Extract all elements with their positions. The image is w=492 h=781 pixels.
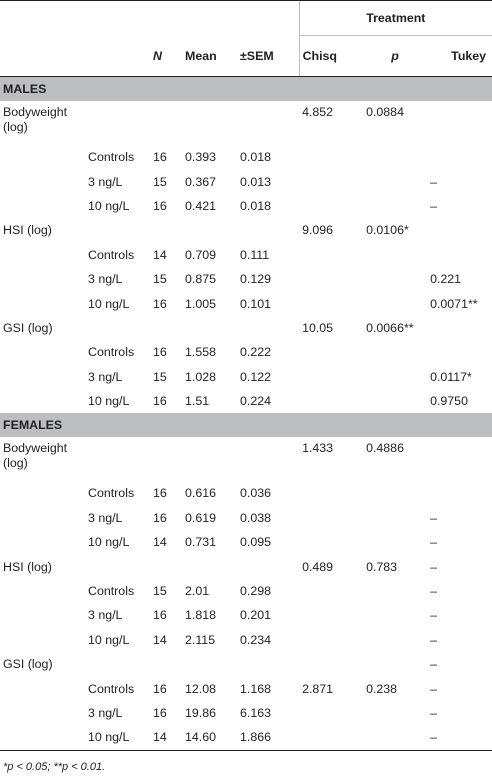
chisq-value: 10.05 bbox=[302, 320, 334, 335]
tukey-value bbox=[427, 316, 492, 340]
empty-cell bbox=[85, 218, 150, 242]
tukey-value: – bbox=[430, 174, 437, 189]
empty-cell bbox=[237, 437, 299, 481]
group-name: 3 ng/L bbox=[88, 369, 123, 384]
variable-label: Bodyweight (log) bbox=[3, 105, 68, 134]
mean-value: 2.115 bbox=[185, 632, 216, 647]
group-name: 10 ng/L bbox=[88, 632, 130, 647]
p-value bbox=[363, 652, 427, 676]
section-title: MALES bbox=[0, 77, 492, 102]
variable-row bbox=[0, 101, 492, 145]
p-value bbox=[363, 701, 427, 725]
chisq-value bbox=[299, 530, 363, 554]
sem-value: 0.018 bbox=[240, 198, 272, 213]
mean-value: 0.875 bbox=[185, 272, 217, 287]
table-row bbox=[0, 676, 492, 700]
n-value: 16 bbox=[153, 345, 167, 360]
tukey-value: 0.9750 bbox=[430, 394, 468, 409]
group-name: 3 ng/L bbox=[88, 272, 123, 287]
section-header-row bbox=[0, 413, 492, 437]
section-title: FEMALES bbox=[0, 413, 492, 437]
mean-value: 0.731 bbox=[185, 535, 217, 550]
tukey-value: – bbox=[430, 632, 437, 647]
group-name: 3 ng/L bbox=[88, 706, 123, 720]
sem-value: 6.163 bbox=[240, 706, 272, 720]
empty-cell bbox=[237, 218, 299, 242]
tukey-value bbox=[427, 481, 492, 505]
n-value: 14 bbox=[153, 247, 167, 262]
variable-label: HSI (log) bbox=[3, 223, 52, 238]
sem-value: 0.298 bbox=[240, 584, 272, 599]
p-value: 0.0106* bbox=[366, 223, 409, 238]
table-row bbox=[0, 365, 492, 389]
chisq-value bbox=[299, 365, 363, 389]
sem-value: 1.168 bbox=[240, 681, 272, 696]
sem-value: 0.095 bbox=[240, 535, 272, 550]
tukey-value: – bbox=[430, 198, 437, 213]
p-value bbox=[363, 267, 427, 291]
group-name: 3 ng/L bbox=[88, 510, 123, 525]
p-value bbox=[363, 725, 427, 750]
chisq-value bbox=[299, 340, 363, 364]
tukey-value: – bbox=[430, 535, 437, 550]
empty-cell bbox=[150, 437, 182, 481]
tukey-value: – bbox=[430, 608, 437, 623]
tukey-value: – bbox=[430, 584, 437, 599]
column-header-mean: Mean bbox=[182, 36, 237, 77]
tukey-value bbox=[427, 437, 492, 481]
group-name: Controls bbox=[88, 247, 135, 262]
empty-cell bbox=[0, 145, 85, 169]
sem-value: 0.111 bbox=[240, 247, 270, 262]
p-value bbox=[363, 243, 427, 267]
tukey-value: – bbox=[430, 657, 437, 672]
empty-cell bbox=[182, 101, 237, 145]
empty-cell bbox=[0, 194, 85, 218]
sem-value: 0.122 bbox=[240, 369, 272, 384]
empty-cell bbox=[85, 652, 150, 676]
tukey-value bbox=[427, 243, 492, 267]
table-body bbox=[0, 77, 492, 751]
tukey-value bbox=[427, 218, 492, 242]
chisq-value bbox=[299, 243, 363, 267]
mean-value: 2.01 bbox=[185, 584, 210, 599]
group-name: Controls bbox=[88, 150, 135, 165]
tukey-value: – bbox=[430, 706, 437, 720]
n-value: 14 bbox=[153, 632, 167, 647]
empty-cell bbox=[237, 652, 299, 676]
p-value bbox=[363, 169, 427, 193]
empty-cell bbox=[85, 554, 150, 578]
sem-value: 0.036 bbox=[240, 486, 272, 501]
p-value bbox=[363, 481, 427, 505]
chisq-value: 9.096 bbox=[302, 223, 334, 238]
n-value: 16 bbox=[153, 608, 167, 623]
table-row bbox=[0, 145, 492, 169]
sem-value: 0.224 bbox=[240, 394, 272, 409]
footnote: *p < 0.05; **p < 0.01. bbox=[3, 761, 106, 773]
n-value: 16 bbox=[153, 150, 167, 165]
mean-value: 1.51 bbox=[185, 394, 210, 409]
mean-value: 1.818 bbox=[185, 608, 217, 623]
table-row bbox=[0, 579, 492, 603]
empty-cell bbox=[182, 437, 237, 481]
empty-cell bbox=[237, 554, 299, 578]
empty-cell bbox=[150, 316, 182, 340]
group-name: 10 ng/L bbox=[85, 725, 150, 750]
variable-row bbox=[0, 316, 492, 340]
sem-value: 0.101 bbox=[240, 296, 272, 311]
tukey-value: – bbox=[430, 559, 437, 574]
mean-value: 0.367 bbox=[185, 174, 217, 189]
group-name: 10 ng/L bbox=[88, 296, 130, 311]
chisq-value bbox=[299, 169, 363, 193]
p-value bbox=[363, 530, 427, 554]
n-value: 16 bbox=[153, 296, 167, 311]
empty-cell bbox=[0, 530, 85, 554]
header-row-treatment bbox=[0, 1, 492, 36]
empty-cell bbox=[0, 481, 85, 505]
chisq-value bbox=[299, 389, 363, 413]
p-value: 0.0066** bbox=[366, 320, 414, 335]
tukey-value bbox=[427, 101, 492, 145]
chisq-value bbox=[299, 603, 363, 627]
header-row-columns bbox=[0, 36, 492, 77]
column-header-p: p bbox=[363, 36, 427, 77]
empty-cell bbox=[150, 218, 182, 242]
mean-value: 1.028 bbox=[185, 369, 217, 384]
group-name: 10 ng/L bbox=[88, 198, 130, 213]
empty-cell bbox=[85, 316, 150, 340]
p-value bbox=[363, 628, 427, 652]
chisq-value: 4.852 bbox=[302, 105, 334, 119]
group-name: Controls bbox=[88, 345, 135, 360]
tukey-value: 0.221 bbox=[430, 272, 462, 287]
section-header-row bbox=[0, 77, 492, 102]
variable-row bbox=[0, 218, 492, 242]
group-name: Controls bbox=[88, 584, 135, 599]
empty-cell bbox=[85, 101, 150, 145]
mean-value: 0.709 bbox=[185, 247, 217, 262]
empty-cell bbox=[0, 628, 85, 652]
table-row bbox=[0, 701, 492, 725]
group-name: 10 ng/L bbox=[88, 535, 130, 550]
table-row bbox=[0, 628, 492, 652]
chisq-value: 2.871 bbox=[302, 681, 334, 696]
empty-cell bbox=[182, 554, 237, 578]
sem-value: 1.866 bbox=[237, 725, 299, 750]
p-value bbox=[363, 603, 427, 627]
p-value bbox=[363, 145, 427, 169]
p-value bbox=[363, 291, 427, 315]
group-name: 10 ng/L bbox=[88, 394, 130, 409]
empty-cell bbox=[0, 365, 85, 389]
empty-cell bbox=[0, 701, 85, 725]
empty-cell bbox=[182, 652, 237, 676]
sem-value: 0.201 bbox=[240, 608, 272, 623]
mean-value: 0.393 bbox=[185, 150, 217, 165]
group-name: 3 ng/L bbox=[88, 608, 123, 623]
tukey-value: – bbox=[430, 510, 437, 525]
variable-row bbox=[0, 437, 492, 481]
empty-cell bbox=[85, 437, 150, 481]
group-name: Controls bbox=[88, 681, 135, 696]
empty-cell bbox=[0, 389, 85, 413]
empty-cell bbox=[150, 652, 182, 676]
tukey-value bbox=[427, 340, 492, 364]
chisq-value bbox=[299, 145, 363, 169]
n-value: 16 bbox=[153, 394, 167, 409]
variable-label: GSI (log) bbox=[3, 657, 53, 672]
mean-value: 12.08 bbox=[185, 681, 217, 696]
chisq-value bbox=[299, 194, 363, 218]
empty-cell bbox=[150, 554, 182, 578]
table-row bbox=[0, 506, 492, 530]
variable-label: GSI (log) bbox=[3, 320, 53, 335]
p-value: 0.4886 bbox=[366, 441, 404, 456]
empty-cell bbox=[182, 218, 237, 242]
empty-cell bbox=[0, 243, 85, 267]
table-row bbox=[0, 194, 492, 218]
tukey-value: – bbox=[427, 725, 492, 750]
mean-value: 1.558 bbox=[185, 345, 217, 360]
n-value: 16 bbox=[153, 198, 167, 213]
p-value bbox=[363, 389, 427, 413]
p-value: 0.783 bbox=[366, 559, 398, 574]
sem-value: 0.234 bbox=[240, 632, 272, 647]
empty-cell bbox=[0, 603, 85, 627]
variable-row bbox=[0, 554, 492, 578]
n-value: 15 bbox=[153, 272, 167, 287]
n-value: 14 bbox=[150, 725, 182, 750]
n-value: 14 bbox=[153, 535, 167, 550]
tukey-value: – bbox=[430, 681, 437, 696]
mean-value: 0.619 bbox=[185, 510, 217, 525]
mean-value: 0.421 bbox=[185, 198, 217, 213]
chisq-value: 1.433 bbox=[302, 441, 334, 456]
tukey-value: 0.0117* bbox=[430, 369, 472, 384]
p-value bbox=[363, 579, 427, 603]
chisq-value bbox=[299, 267, 363, 291]
empty-cell bbox=[0, 169, 85, 193]
n-value: 16 bbox=[153, 510, 167, 525]
column-header-n: N bbox=[150, 36, 182, 77]
mean-value: 0.616 bbox=[185, 486, 217, 501]
chisq-value bbox=[299, 291, 363, 315]
mean-value: 14.60 bbox=[182, 725, 237, 750]
n-value: 15 bbox=[153, 369, 167, 384]
tukey-value bbox=[427, 145, 492, 169]
empty-cell bbox=[0, 291, 85, 315]
chisq-value bbox=[299, 701, 363, 725]
variable-row bbox=[0, 652, 492, 676]
chisq-value bbox=[299, 628, 363, 652]
chisq-value: 0.489 bbox=[302, 559, 334, 574]
empty-cell bbox=[0, 267, 85, 291]
table-row bbox=[0, 389, 492, 413]
p-value bbox=[363, 365, 427, 389]
column-header-chisq: Chisq bbox=[299, 36, 363, 77]
p-value: 0.238 bbox=[366, 681, 398, 696]
sem-value: 0.018 bbox=[240, 150, 272, 165]
p-value bbox=[363, 194, 427, 218]
p-value bbox=[363, 506, 427, 530]
empty-cell bbox=[0, 676, 85, 700]
table-row bbox=[0, 169, 492, 193]
table-row bbox=[0, 340, 492, 364]
empty-cell bbox=[0, 340, 85, 364]
mean-value: 1.005 bbox=[185, 296, 217, 311]
n-value: 16 bbox=[153, 681, 167, 696]
empty-cell bbox=[237, 101, 299, 145]
n-value: 15 bbox=[153, 174, 167, 189]
group-name: 3 ng/L bbox=[88, 174, 123, 189]
chisq-value bbox=[299, 481, 363, 505]
chisq-value bbox=[299, 506, 363, 530]
column-header-sem: ±SEM bbox=[237, 36, 299, 77]
group-name: Controls bbox=[88, 486, 135, 501]
empty-cell bbox=[182, 316, 237, 340]
variable-label: HSI (log) bbox=[3, 559, 52, 574]
table-row bbox=[0, 267, 492, 291]
empty-cell bbox=[0, 579, 85, 603]
table-row bbox=[0, 530, 492, 554]
n-value: 16 bbox=[153, 706, 167, 720]
p-value: 0.0884 bbox=[366, 105, 404, 119]
table-row bbox=[0, 603, 492, 627]
table-row bbox=[0, 243, 492, 267]
column-header-tukey: Tukey bbox=[427, 36, 492, 77]
chisq-value bbox=[299, 579, 363, 603]
chisq-value bbox=[299, 725, 363, 750]
chisq-value bbox=[299, 652, 363, 676]
p-value bbox=[363, 340, 427, 364]
empty-cell bbox=[0, 506, 85, 530]
table-row bbox=[0, 481, 492, 505]
table-row bbox=[0, 291, 492, 315]
sem-value: 0.129 bbox=[240, 272, 272, 287]
treatment-header: Treatment bbox=[299, 1, 492, 36]
sem-value: 0.222 bbox=[240, 345, 272, 360]
empty-cell bbox=[237, 316, 299, 340]
mean-value: 19.86 bbox=[185, 706, 217, 720]
n-value: 15 bbox=[153, 584, 167, 599]
sem-value: 0.038 bbox=[240, 510, 272, 525]
empty-cell bbox=[150, 101, 182, 145]
tukey-value: 0.0071** bbox=[430, 296, 478, 311]
sem-value: 0.013 bbox=[240, 174, 272, 189]
table-row bbox=[0, 725, 492, 750]
n-value: 16 bbox=[153, 486, 167, 501]
variable-label: Bodyweight (log) bbox=[3, 441, 68, 471]
empty-cell bbox=[0, 725, 85, 750]
